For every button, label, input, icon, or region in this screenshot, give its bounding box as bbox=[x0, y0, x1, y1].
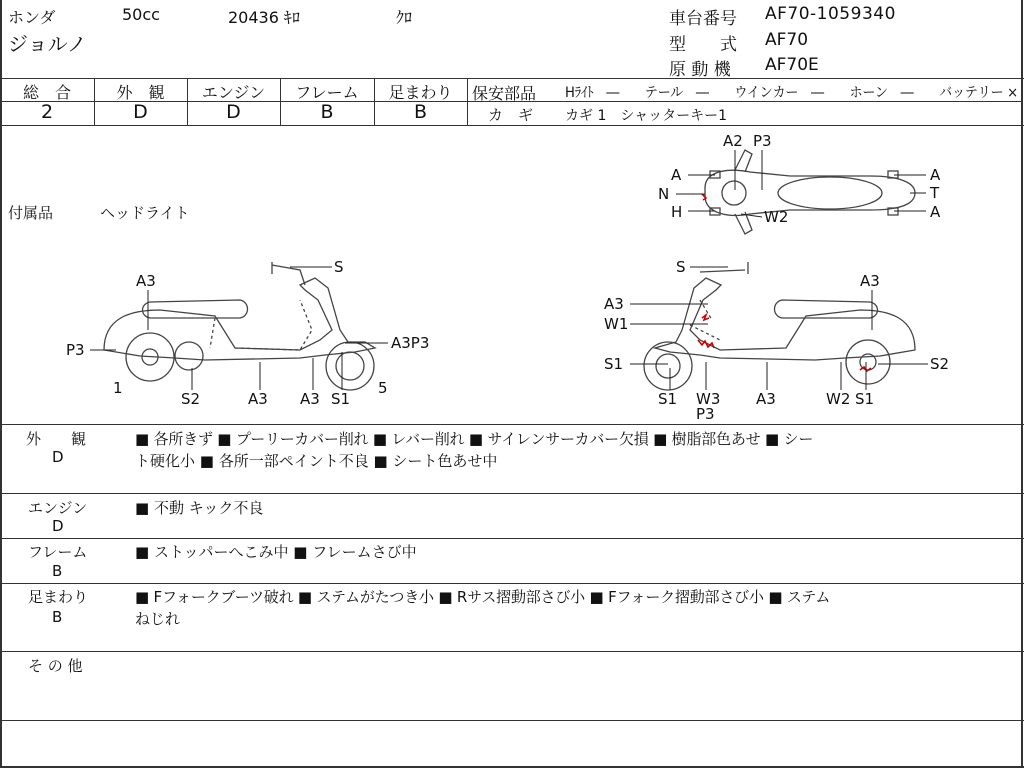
diagram-label: S2 bbox=[181, 390, 201, 408]
damage-mark-1 bbox=[702, 315, 709, 320]
diagram-label: P3 bbox=[696, 405, 715, 423]
diagram-label: A3 bbox=[604, 295, 624, 313]
right-scooter-body bbox=[655, 278, 915, 360]
grade-col-5 bbox=[467, 78, 468, 125]
left-handlebar bbox=[272, 262, 305, 285]
diagram-label: 1 bbox=[113, 379, 123, 397]
key-label: カ ギ bbox=[488, 106, 534, 124]
type-label: 型 式 bbox=[669, 35, 737, 55]
grade-suspension-label: 足まわり bbox=[388, 83, 453, 102]
grade-overall: 2 bbox=[40, 101, 54, 123]
accessories-value: ヘッドライト bbox=[100, 204, 190, 222]
remark-suspension-label: 足まわり bbox=[28, 588, 89, 606]
remark-suspension-grade: B bbox=[52, 608, 63, 626]
diagram-label: W3 bbox=[696, 390, 721, 408]
engine-label: 原 動 機 bbox=[669, 60, 731, 80]
remark-div-3 bbox=[0, 583, 1024, 584]
accessories-label: 付属品 bbox=[8, 204, 54, 222]
diagram-label: P3 bbox=[753, 132, 772, 150]
remark-exterior-label: 外 観 bbox=[26, 430, 87, 448]
scooter-diagram bbox=[0, 125, 1024, 425]
safety-items: Hﾗｲﾄ ― テール ― ウインカー ― ホーン ― バッテリー × bbox=[565, 85, 1018, 101]
header-divider bbox=[0, 78, 1024, 79]
remark-div-5 bbox=[0, 720, 1024, 721]
diagram-label: S1 bbox=[658, 390, 678, 408]
diagram-label: A bbox=[671, 166, 682, 184]
diagram-label: 5 bbox=[378, 379, 388, 397]
diagram-label: A3 bbox=[248, 390, 268, 408]
top-headlight bbox=[722, 181, 746, 205]
remark-exterior-text-2: ト硬化小 ■ 各所一部ペイント不良 ■ シート色あせ中 bbox=[135, 452, 498, 470]
grade-exterior-label: 外 観 bbox=[116, 83, 165, 102]
left-headlight bbox=[175, 342, 203, 370]
diagram-label: P3 bbox=[66, 341, 85, 359]
diagram-label: A bbox=[930, 166, 941, 184]
diagram-label: W2 bbox=[826, 390, 851, 408]
diagram-label: T bbox=[930, 184, 940, 202]
remark-exterior-text-1: ■ 各所きず ■ プーリーカバー削れ ■ レバー削れ ■ サイレンサーカバー欠損 ■ 樹脂部色あせ ■ シー bbox=[135, 430, 814, 448]
diagram-label: W1 bbox=[604, 315, 629, 333]
grade-engine: D bbox=[226, 101, 241, 123]
displacement: 50cc bbox=[122, 5, 160, 24]
right-front-wheel bbox=[644, 342, 692, 390]
diagram-label: A3 bbox=[300, 390, 320, 408]
diagram-label: H bbox=[671, 203, 683, 221]
remark-frame-grade: B bbox=[52, 562, 63, 580]
top-scooter-body bbox=[705, 170, 915, 215]
remark-other-label: そ の 他 bbox=[28, 657, 83, 675]
remark-exterior-grade: D bbox=[52, 448, 64, 466]
model-name: ジョルノ bbox=[8, 32, 87, 56]
key-value: カギ 1 シャッターキー1 bbox=[565, 108, 727, 124]
frame-no: AF70-1059340 bbox=[765, 4, 896, 24]
remark-engine-label: エンジン bbox=[28, 499, 88, 517]
diagram-label: S2 bbox=[930, 355, 950, 373]
diagram-label: A3P3 bbox=[391, 334, 430, 352]
safety-label: 保安部品 bbox=[472, 84, 537, 103]
frame-no-label: 車台番号 bbox=[669, 9, 737, 29]
right-handlebar bbox=[700, 262, 748, 274]
right-seat bbox=[775, 300, 878, 318]
diagram-label: A3 bbox=[756, 390, 776, 408]
diagram-label: A3 bbox=[136, 272, 156, 290]
diagram-label: A2 bbox=[723, 132, 743, 150]
diagram-label: S bbox=[676, 258, 686, 276]
diagram-label: S bbox=[334, 258, 344, 276]
remark-suspension-text-2: ねじれ bbox=[135, 610, 181, 628]
top-seat bbox=[778, 177, 882, 209]
diagram-label: S1 bbox=[604, 355, 624, 373]
remark-div-4 bbox=[0, 651, 1024, 652]
grade-exterior: D bbox=[133, 101, 148, 123]
diagram-label: S1 bbox=[331, 390, 351, 408]
diagram-label: A bbox=[930, 203, 941, 221]
color: ｸﾛ bbox=[396, 8, 413, 27]
grade-frame: B bbox=[320, 101, 334, 123]
grade-engine-label: エンジン bbox=[201, 83, 266, 102]
remark-frame-label: フレーム bbox=[28, 543, 88, 561]
left-front-wheel bbox=[326, 342, 374, 390]
grade-suspension: B bbox=[413, 101, 428, 123]
remark-div-1 bbox=[0, 493, 1024, 494]
remark-engine-text: ■ 不動 キック不良 bbox=[135, 499, 264, 517]
right-rear-wheel bbox=[846, 340, 890, 384]
diagram-label: N bbox=[658, 185, 670, 203]
type: AF70 bbox=[765, 30, 809, 50]
diagram-label: S1 bbox=[855, 390, 875, 408]
remark-engine-grade: D bbox=[52, 517, 64, 535]
remark-frame-text: ■ ストッパーへこみ中 ■ フレームさび中 bbox=[135, 543, 417, 561]
diagram-label: A3 bbox=[860, 272, 880, 290]
maker: ホンダ bbox=[8, 8, 56, 27]
remark-suspension-text-1: ■ Fフォークブーツ破れ ■ ステムがたつき小 ■ Rサス摺動部さび小 ■ Fフォーク摺動部さび小 ■ ステム bbox=[135, 588, 831, 606]
mileage: 20436 ｷﾛ bbox=[228, 8, 300, 27]
grade-overall-label: 総 合 bbox=[22, 83, 71, 102]
damage-mark-2 bbox=[698, 340, 714, 348]
diagram-label: W2 bbox=[764, 208, 789, 226]
engine-model: AF70E bbox=[765, 55, 819, 75]
remark-div-2 bbox=[0, 538, 1024, 539]
grade-frame-label: フレーム bbox=[295, 83, 359, 102]
left-seat bbox=[143, 300, 248, 318]
